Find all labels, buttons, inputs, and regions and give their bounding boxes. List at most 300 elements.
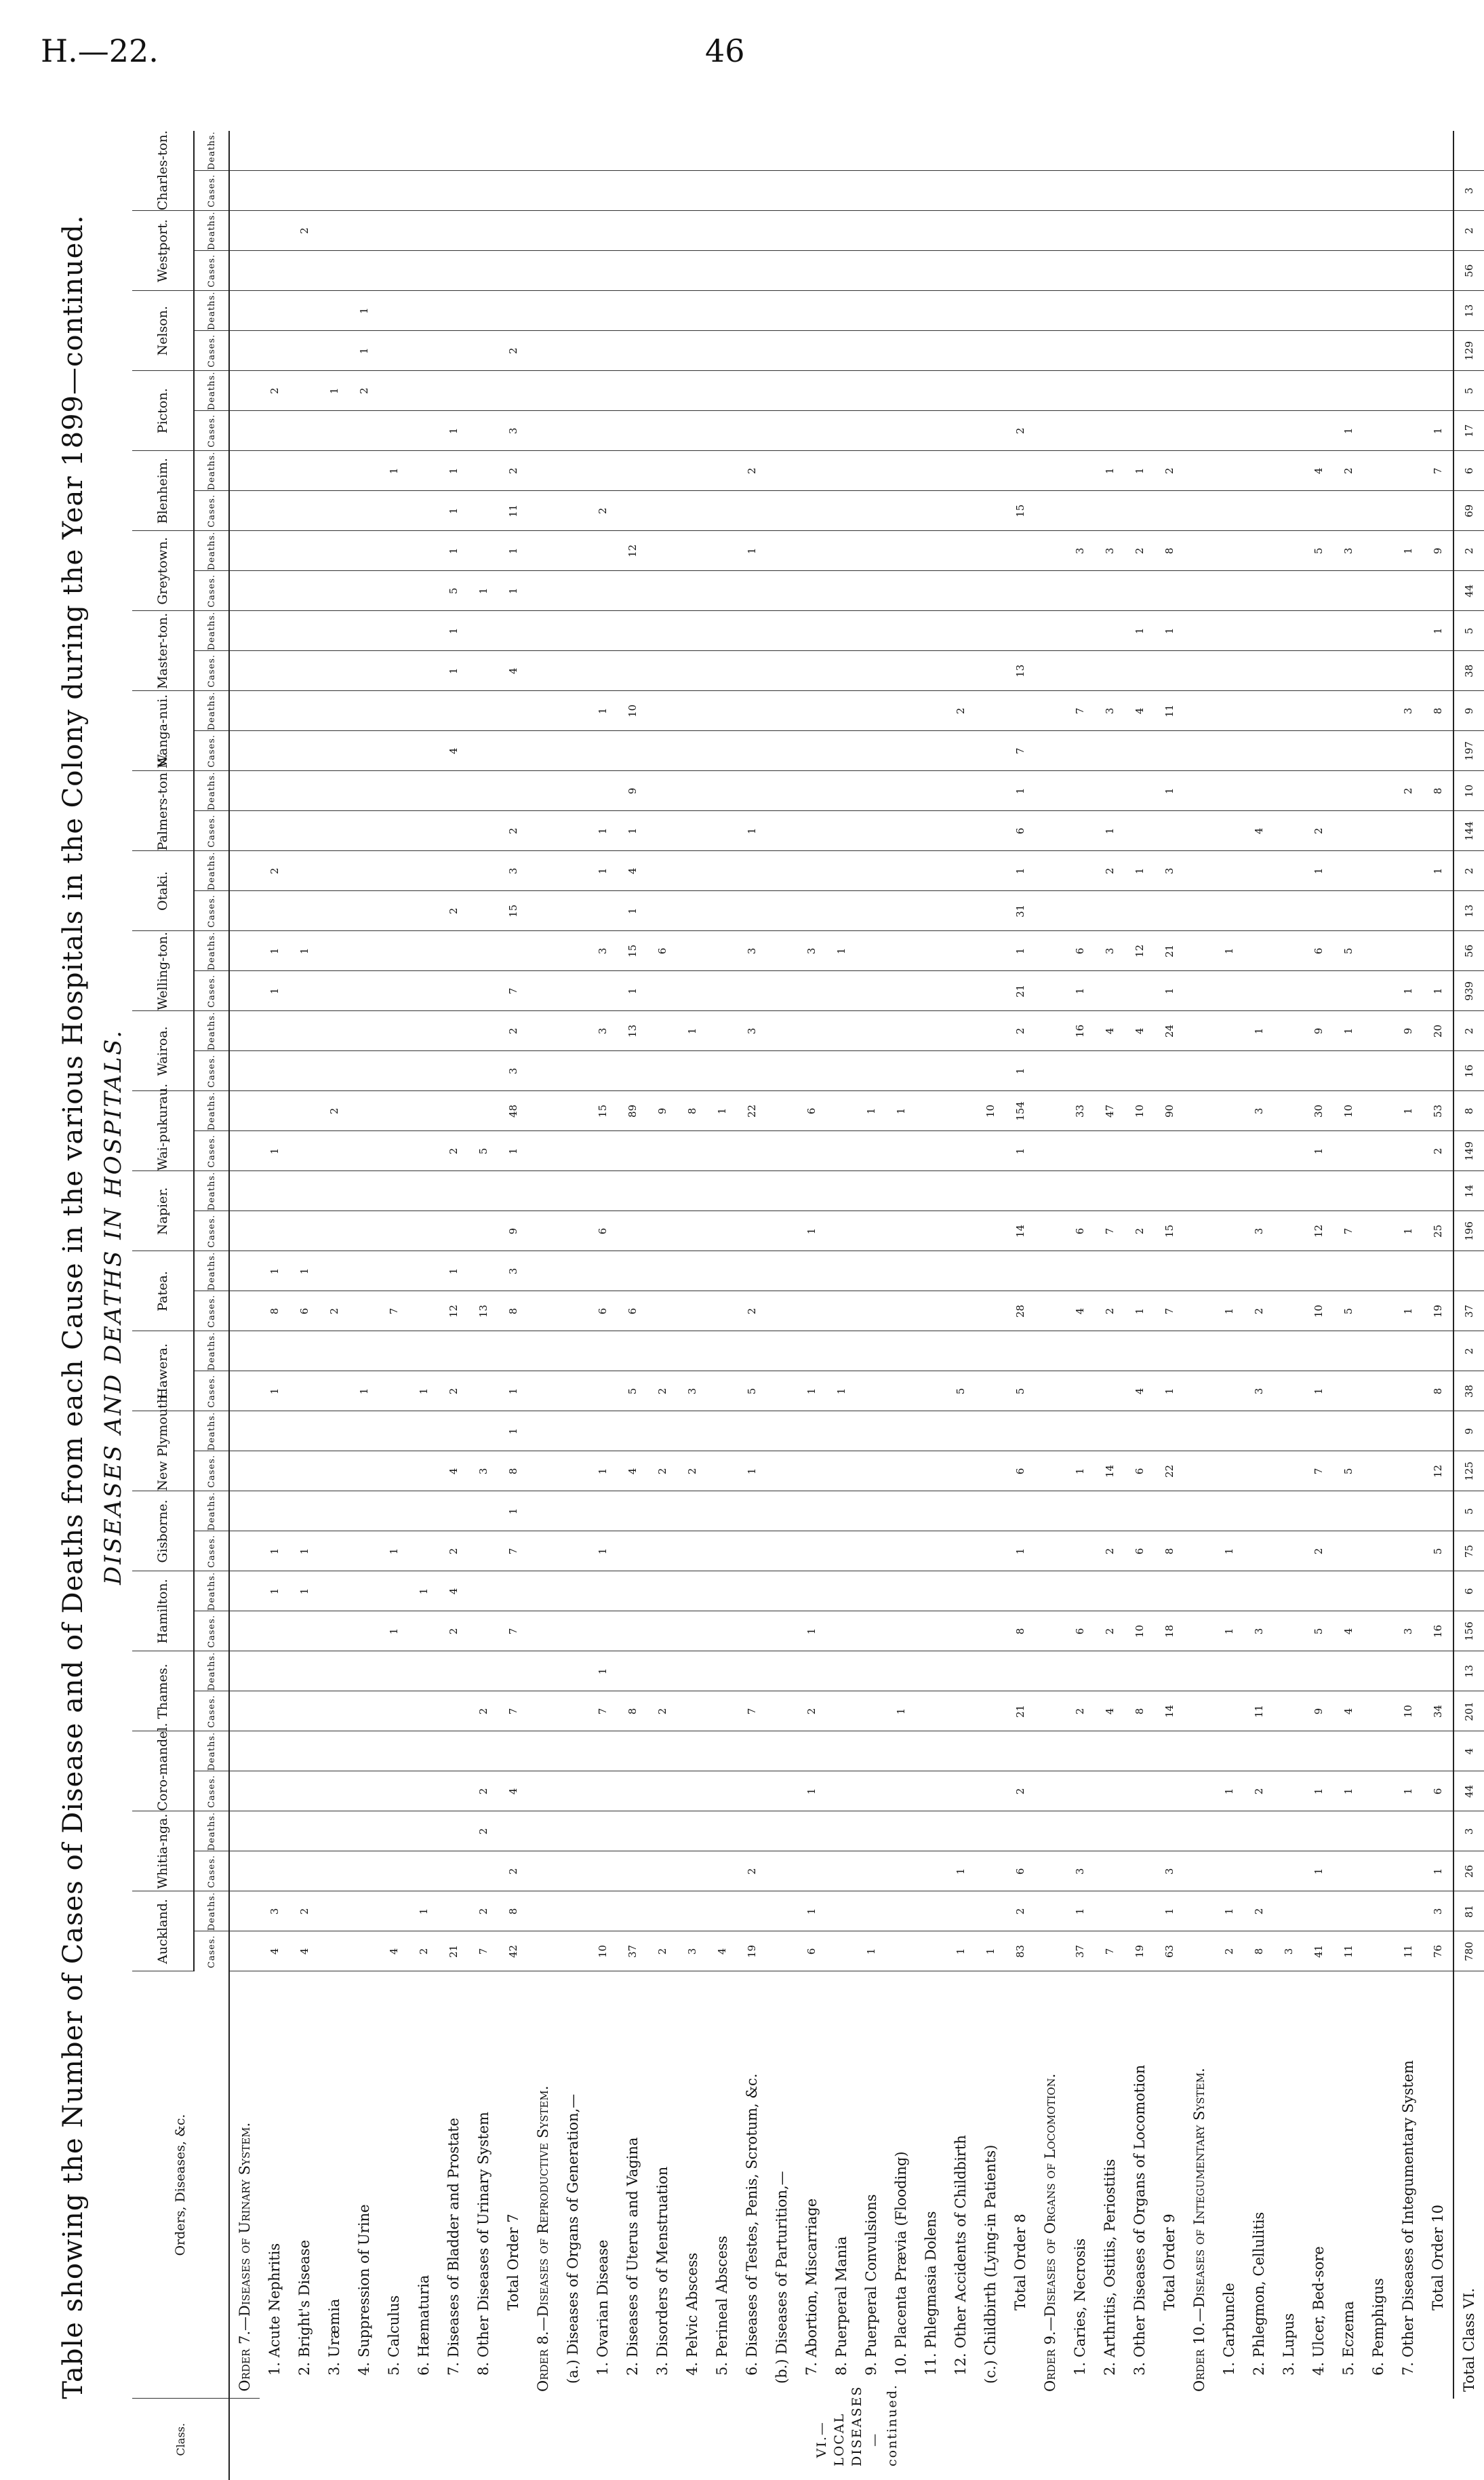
table-cell: 1 (707, 1091, 737, 1131)
table-cell (289, 251, 319, 291)
table-cell (1423, 811, 1453, 851)
table-cell (946, 491, 976, 531)
table-cell (856, 691, 886, 731)
table-cell (289, 651, 319, 691)
table-cell (319, 1491, 349, 1531)
table-cell (856, 1451, 886, 1491)
table-cell (1423, 651, 1453, 691)
table-cell: 1 (856, 1931, 886, 1971)
row-label: 3. Other Diseases of Organs of Locomotion (1131, 2064, 1148, 2376)
table-cell (647, 1211, 677, 1251)
table-cell (379, 491, 409, 531)
table-cell (826, 531, 856, 571)
row-label: 1. Ovarian Disease (595, 2239, 611, 2376)
table-cell (1095, 571, 1125, 611)
table-cell (229, 1651, 260, 1691)
cases-subheader: Cases. (194, 251, 229, 291)
table-cell: 1 (856, 1091, 886, 1131)
table-cell (618, 1651, 647, 1691)
table-row (1274, 131, 1304, 2480)
table-cell (1363, 611, 1393, 651)
table-cell (229, 1931, 260, 1971)
table-cell (886, 1811, 916, 1851)
table-cell (409, 211, 439, 251)
table-cell: 14 (1155, 1691, 1184, 1731)
table-cell (1333, 131, 1363, 171)
table-cell (737, 131, 767, 171)
table-cell (1065, 1371, 1095, 1411)
table-cell: 1 (498, 531, 528, 571)
table-cell (1065, 891, 1095, 931)
table-cell (260, 211, 289, 251)
table-cell (229, 1731, 260, 1771)
table-cell: 4 (1333, 1611, 1363, 1651)
table-cell (647, 1891, 677, 1931)
table-cell (1363, 571, 1393, 611)
table-cell (1244, 491, 1274, 531)
table-cell: 13 (618, 1011, 647, 1051)
table-cell (826, 1931, 856, 1971)
table-cell (1125, 491, 1155, 531)
table-cell (1005, 1491, 1035, 1531)
table-cell (618, 491, 647, 531)
table-cell (677, 371, 707, 411)
table-cell (1155, 411, 1184, 451)
table-cell (379, 1131, 409, 1171)
table-cell: 11 (1155, 691, 1184, 731)
table-cell (797, 251, 826, 291)
table-cell (349, 611, 379, 651)
table-cell (379, 771, 409, 811)
table-cell (289, 371, 319, 411)
table-cell (677, 1571, 707, 1611)
table-cell (916, 1651, 946, 1691)
table-cell: 2 (260, 371, 289, 411)
table-cell (409, 1491, 439, 1531)
deaths-subheader: Deaths. (194, 1651, 229, 1691)
table-cell (976, 731, 1005, 771)
table-cell (797, 971, 826, 1011)
table-cell (1095, 1731, 1125, 1771)
table-cell: 7 (1065, 691, 1095, 731)
table-cell (1125, 1331, 1155, 1371)
table-cell (1333, 1051, 1363, 1091)
table-cell (1035, 1051, 1065, 1091)
table-cell (319, 1691, 349, 1731)
table-cell (1393, 1411, 1423, 1451)
table-cell (1035, 691, 1065, 731)
table-cell (707, 1291, 737, 1331)
table-cell (707, 1691, 737, 1731)
table-cell: 2 (439, 1531, 468, 1571)
table-cell (528, 291, 558, 331)
table-cell (856, 1771, 886, 1811)
table-cell: 4 (1453, 1731, 1484, 1771)
table-cell: 14 (1005, 1211, 1035, 1251)
table-cell (1393, 611, 1423, 651)
table-cell (916, 1611, 946, 1651)
table-cell (439, 1651, 468, 1691)
table-cell (558, 1131, 588, 1171)
table-cell: 4 (379, 1931, 409, 1971)
table-cell: 3 (498, 1251, 528, 1291)
table-cell (1125, 131, 1155, 171)
table-row (826, 131, 856, 2480)
table-cell (260, 131, 289, 171)
table-cell (916, 1051, 946, 1091)
table-cell (618, 1811, 647, 1851)
table-cell (528, 331, 558, 371)
table-cell: 90 (1155, 1091, 1184, 1131)
table-cell (707, 691, 737, 731)
table-cell (379, 1451, 409, 1491)
table-cell (707, 1051, 737, 1091)
deaths-subheader: Deaths. (194, 371, 229, 411)
table-cell: 7 (1005, 731, 1035, 771)
table-cell: 15 (1155, 1211, 1184, 1251)
table-cell (379, 1851, 409, 1891)
table-cell (1274, 811, 1304, 851)
table-cell (647, 211, 677, 251)
table-cell: 1 (677, 1011, 707, 1051)
table-cell (856, 931, 886, 971)
table-cell (1035, 971, 1065, 1011)
table-cell (558, 1931, 588, 1971)
table-cell (1065, 731, 1095, 771)
table-cell (1184, 1331, 1214, 1371)
page-reference: H.—22. (41, 33, 159, 69)
table-cell (1304, 1571, 1333, 1611)
table-cell (349, 1051, 379, 1091)
table-cell (379, 1571, 409, 1611)
table-cell (1155, 1811, 1184, 1851)
table-cell (1065, 1171, 1095, 1211)
table-cell (289, 1011, 319, 1051)
table-cell (737, 1731, 767, 1771)
table-cell (737, 1891, 767, 1931)
table-cell: 8 (1155, 1531, 1184, 1571)
table-cell (1095, 1771, 1125, 1811)
table-cell (588, 531, 618, 571)
cases-subheader: Cases. (194, 1051, 229, 1091)
table-cell (886, 291, 916, 331)
table-cell (647, 1291, 677, 1331)
table-cell (916, 131, 946, 171)
table-cell (528, 491, 558, 531)
table-cell (1363, 1771, 1393, 1811)
table-cell (647, 1251, 677, 1291)
table-cell (826, 1131, 856, 1171)
row-label: 1. Caries, Necrosis (1072, 2238, 1088, 2376)
table-cell (737, 1811, 767, 1851)
table-cell (976, 211, 1005, 251)
table-cell: 4 (1304, 451, 1333, 491)
table-cell (1274, 371, 1304, 411)
table-cell (767, 331, 797, 371)
table-cell (528, 531, 558, 571)
table-cell: 1 (1393, 1771, 1423, 1811)
cases-subheader: Cases. (194, 1851, 229, 1891)
table-cell (229, 171, 260, 211)
table-cell (1304, 651, 1333, 691)
table-cell (1274, 731, 1304, 771)
table-cell (618, 131, 647, 171)
table-cell (1333, 1531, 1363, 1571)
deaths-subheader: Deaths. (194, 291, 229, 331)
table-cell: 1 (498, 1411, 528, 1451)
table-cell (618, 291, 647, 331)
table-cell (229, 1611, 260, 1651)
table-cell: 3 (498, 411, 528, 451)
table-cell (1095, 211, 1125, 251)
table-cell (528, 171, 558, 211)
table-cell (1363, 1611, 1393, 1651)
table-cell: 1 (439, 651, 468, 691)
table-cell (1065, 1251, 1095, 1291)
table-cell (976, 1771, 1005, 1811)
table-cell (349, 491, 379, 531)
table-cell (797, 1491, 826, 1531)
table-cell (409, 171, 439, 211)
table-cell (677, 1731, 707, 1771)
table-cell: 6 (797, 1931, 826, 1971)
table-cell (1184, 251, 1214, 291)
table-cell (229, 1451, 260, 1491)
table-cell: 21 (1005, 971, 1035, 1011)
table-cell (349, 971, 379, 1011)
table-cell (289, 571, 319, 611)
table-cell (886, 651, 916, 691)
table-cell: 13 (1453, 1651, 1484, 1691)
table-cell (498, 291, 528, 331)
row-label: 3. Disorders of Menstruation (654, 2166, 670, 2376)
table-cell (797, 1251, 826, 1291)
table-cell (409, 1051, 439, 1091)
table-cell (289, 1171, 319, 1211)
table-cell (558, 611, 588, 651)
table-cell (886, 1291, 916, 1331)
table-cell (856, 1331, 886, 1371)
table-cell (647, 1131, 677, 1171)
table-cell (229, 1051, 260, 1091)
table-cell (826, 891, 856, 931)
table-cell (588, 1051, 618, 1091)
table-cell (1244, 331, 1274, 371)
table-cell (1423, 131, 1453, 171)
table-cell (886, 411, 916, 451)
table-cell (1274, 1051, 1304, 1091)
table-cell (1304, 371, 1333, 411)
table-cell (707, 1411, 737, 1451)
table-cell: 3 (498, 851, 528, 891)
table-cell: 1 (1304, 1851, 1333, 1891)
table-cell (1274, 1531, 1304, 1571)
table-cell: 9 (498, 1211, 528, 1251)
table-cell (916, 371, 946, 411)
table-cell (976, 691, 1005, 731)
table-cell (1333, 811, 1363, 851)
table-cell (886, 771, 916, 811)
table-cell (976, 331, 1005, 371)
table-cell (229, 1371, 260, 1411)
table-cell: 1 (1423, 971, 1453, 1011)
table-cell (1393, 1251, 1423, 1291)
row-label: Order 10.—Diseases of Integumentary System. (1191, 2068, 1207, 2392)
table-cell (1214, 411, 1244, 451)
table-cell: 2 (260, 851, 289, 891)
table-cell (797, 531, 826, 571)
table-cell (767, 1171, 797, 1211)
table-cell: 20 (1423, 1011, 1453, 1051)
table-cell (767, 1531, 797, 1571)
table-cell: 6 (1453, 1571, 1484, 1611)
table-cell (976, 571, 1005, 611)
table-cell (498, 1811, 528, 1851)
table-cell (289, 451, 319, 491)
table-cell (528, 1651, 558, 1691)
table-cell (1423, 291, 1453, 331)
table-cell (797, 691, 826, 731)
table-cell (1363, 1451, 1393, 1491)
table-cell (1363, 1411, 1393, 1451)
table-cell (1274, 331, 1304, 371)
table-cell: 7 (1155, 1291, 1184, 1331)
table-cell: 1 (946, 1851, 976, 1891)
table-cell (767, 731, 797, 771)
table-cell (289, 1211, 319, 1251)
table-cell (1363, 1331, 1393, 1371)
table-cell: 53 (1423, 1091, 1453, 1131)
table-cell (468, 331, 498, 371)
table-cell (946, 331, 976, 371)
table-cell (886, 251, 916, 291)
table-cell (289, 1851, 319, 1891)
table-cell (826, 1451, 856, 1491)
hospital-header: Nelson. (132, 291, 194, 371)
table-cell: 3 (498, 1051, 528, 1091)
table-cell (1155, 1771, 1184, 1811)
table-cell (1035, 251, 1065, 291)
table-cell: 22 (737, 1091, 767, 1131)
row-label: 2. Arthritis, Ostitis, Periostitis (1102, 2159, 1118, 2376)
table-cell (528, 251, 558, 291)
table-cell (468, 851, 498, 891)
table-cell: 5 (1333, 1291, 1363, 1331)
table-cell (528, 1851, 558, 1891)
table-cell (677, 1291, 707, 1331)
table-cell (379, 651, 409, 691)
table-cell (916, 971, 946, 1011)
table-cell: 1 (618, 891, 647, 931)
table-cell (1393, 1891, 1423, 1931)
table-cell (1065, 771, 1095, 811)
hospital-header: Greytown. (132, 531, 194, 611)
table-cell (1125, 291, 1155, 331)
table-cell: 3 (1244, 1091, 1274, 1131)
table-cell (1274, 851, 1304, 891)
table-cell (1065, 611, 1095, 651)
table-cell (1393, 1851, 1423, 1891)
table-cell (588, 1251, 618, 1291)
row-label: 7. Abortion, Miscarriage (803, 2198, 820, 2376)
table-cell (1393, 1051, 1423, 1091)
table-cell (468, 131, 498, 171)
table-cell: 4 (498, 651, 528, 691)
table-cell: 1 (439, 1251, 468, 1291)
table-cell (647, 1611, 677, 1651)
table-cell: 3 (260, 1891, 289, 1931)
table-cell (229, 1211, 260, 1251)
table-cell (1125, 371, 1155, 411)
table-cell: 1 (1393, 1211, 1423, 1251)
table-cell (1095, 331, 1125, 371)
table-cell (767, 971, 797, 1011)
table-cell: 1 (1423, 851, 1453, 891)
table-cell: 11 (1393, 1931, 1423, 1971)
table-cell (1333, 771, 1363, 811)
table-cell (707, 1851, 737, 1891)
table-cell (1095, 1251, 1125, 1291)
table-cell (856, 1651, 886, 1691)
table-cell (1393, 251, 1423, 291)
table-cell (439, 171, 468, 211)
table-cell (618, 1851, 647, 1891)
table-cell: 1 (588, 691, 618, 731)
table-cell (1005, 331, 1035, 371)
table-cell (1035, 291, 1065, 331)
table-cell (767, 1691, 797, 1731)
table-cell: 1 (498, 1371, 528, 1411)
table-cell (349, 1291, 379, 1331)
table-cell: 6 (618, 1291, 647, 1331)
table-cell (737, 491, 767, 531)
table-cell (1035, 1891, 1065, 1931)
table-cell: 6 (1065, 1211, 1095, 1251)
table-cell (1184, 1731, 1214, 1771)
table-cell (737, 411, 767, 451)
table-cell (379, 1731, 409, 1771)
table-cell (1363, 291, 1393, 331)
table-cell (379, 571, 409, 611)
table-cell (1274, 1731, 1304, 1771)
table-cell: 1 (737, 1451, 767, 1491)
table-cell (1035, 371, 1065, 411)
table-cell (976, 1331, 1005, 1371)
table-cell (946, 251, 976, 291)
table-cell (1035, 1291, 1065, 1331)
table-cell (260, 651, 289, 691)
table-cell (707, 491, 737, 531)
table-cell: 56 (1453, 251, 1484, 291)
table-cell: 5 (1453, 1491, 1484, 1531)
table-cell (260, 1411, 289, 1451)
table-cell (439, 691, 468, 731)
table-row (707, 131, 737, 2480)
table-cell (379, 171, 409, 211)
table-cell (1125, 891, 1155, 931)
table-cell (439, 1011, 468, 1051)
table-cell: 2 (1214, 1931, 1244, 1971)
table-cell (1065, 651, 1095, 691)
table-cell (976, 891, 1005, 931)
table-cell: 7 (468, 1931, 498, 1971)
table-cell (349, 1531, 379, 1571)
table-cell (737, 1051, 767, 1091)
table-row (558, 131, 588, 2480)
table-cell (886, 1531, 916, 1571)
table-cell (319, 411, 349, 451)
table-cell (229, 571, 260, 611)
